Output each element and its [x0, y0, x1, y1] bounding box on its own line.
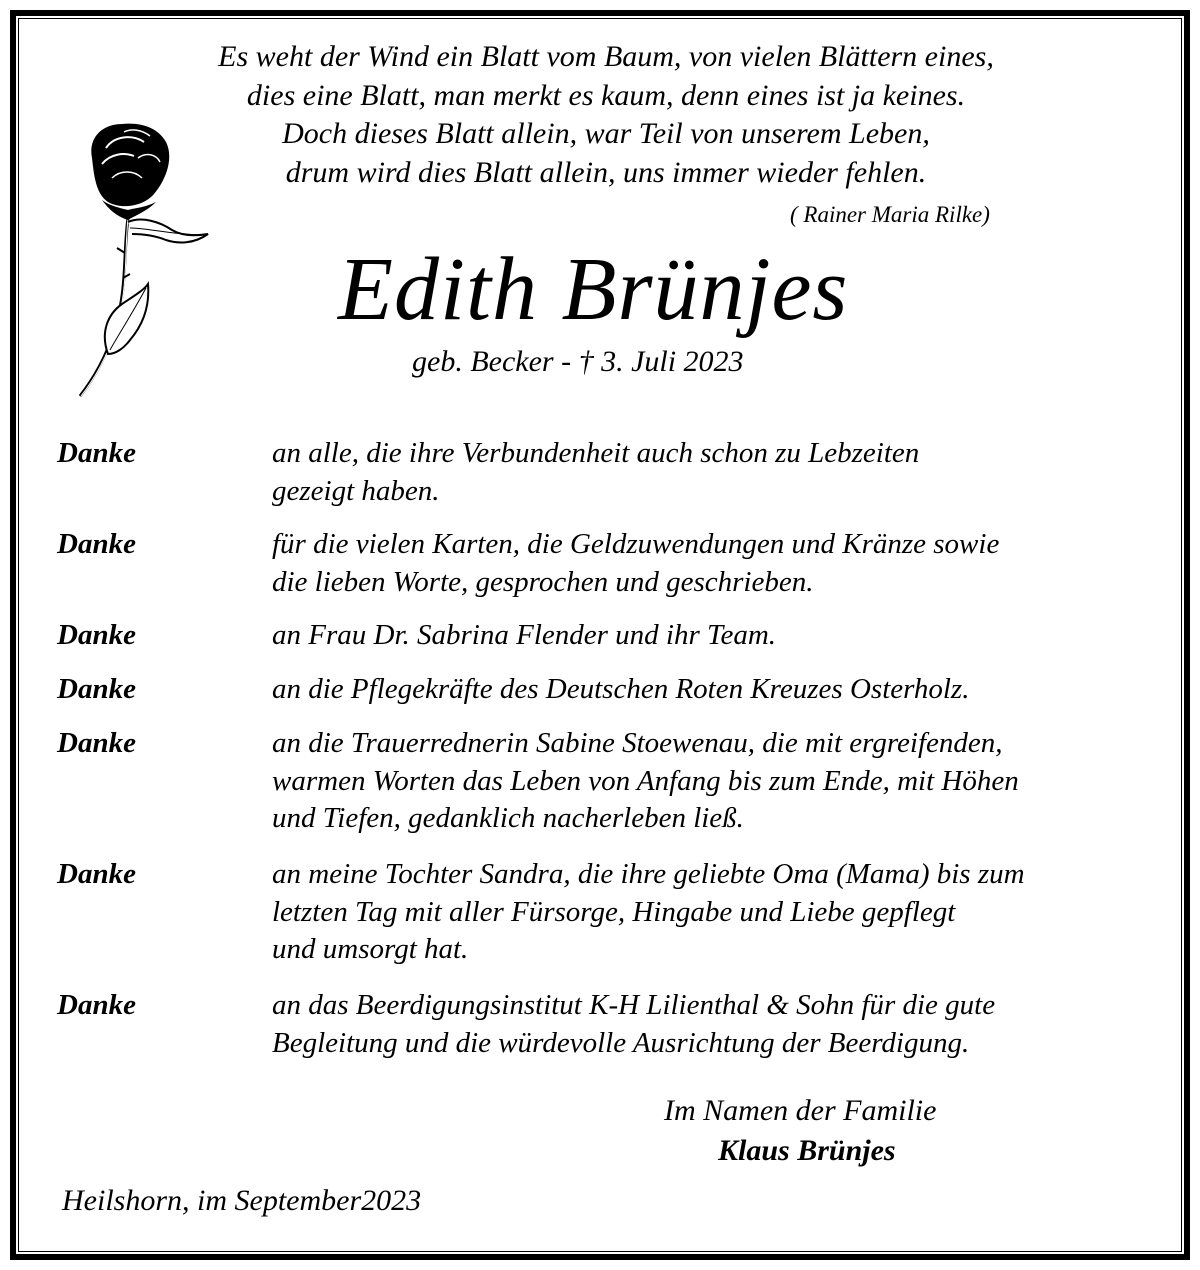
- thanks-line: an die Trauerrednerin Sabine Stoewenau, die mit ergreifenden,: [272, 727, 1003, 759]
- signature-intro: Im Namen der Familie: [664, 1094, 937, 1127]
- poem-line: dies eine Blatt, man merkt es kaum, denn eines ist ja keines.: [246, 78, 966, 112]
- thanks-line: an das Beerdigungsinstitut K-H Lilienthal & Sohn für die gute: [272, 989, 996, 1021]
- poem-line: Doch dieses Blatt allein, war Teil von unserem Leben,: [282, 117, 930, 150]
- thanks-line: und umsorgt hat.: [272, 933, 469, 965]
- thanks-line: an Frau Dr. Sabrina Flender und ihr Team.: [272, 619, 777, 651]
- thanks-line: Begleitung und die würdevolle Ausrichtung der Beerdigung.: [272, 1026, 970, 1059]
- thanks-text: [272, 526, 999, 601]
- thanks-text: [272, 987, 995, 1062]
- poem-line: Es weht der Wind ein Blatt vom Baum, von vielen Blättern eines,: [218, 40, 994, 73]
- thanks-text: [272, 435, 919, 510]
- deceased-name: Edith Brünjes: [338, 240, 849, 339]
- thanks-label: Danke: [57, 528, 136, 560]
- poem: [0, 38, 1200, 192]
- deceased-details: geb. Becker - † 3. Juli 2023: [412, 345, 744, 378]
- thanks-line: die lieben Worte, gesprochen und geschrieben.: [272, 565, 814, 598]
- thanks-text: [272, 617, 776, 655]
- thanks-text: [272, 856, 1025, 969]
- thanks-line: und Tiefen, gedanklich nacherleben ließ.: [272, 802, 744, 834]
- thanks-label: Danke: [57, 437, 136, 469]
- place-date: Heilshorn, im September2023: [62, 1184, 422, 1217]
- thanks-line: an meine Tochter Sandra, die ihre geliebte Oma (Mama) bis zum: [272, 858, 1025, 890]
- thanks-text: [272, 671, 969, 709]
- thanks-line: letzten Tag mit aller Fürsorge, Hingabe und Liebe gepflegt: [272, 895, 956, 928]
- thanks-text: [272, 725, 1019, 838]
- thanks-line: für die vielen Karten, die Geldzuwendungen und Kränze sowie: [272, 528, 1000, 560]
- poem-author: ( Rainer Maria Rilke): [790, 202, 990, 227]
- thanks-label: Danke: [57, 727, 136, 759]
- thanks-label: Danke: [57, 673, 136, 705]
- thanks-label: Danke: [57, 619, 136, 651]
- signature-name: Klaus Brünjes: [718, 1134, 896, 1167]
- thanks-line: warmen Worten das Leben von Anfang bis zum Ende, mit Höhen: [272, 764, 1019, 797]
- thanks-line: an alle, die ihre Verbundenheit auch schon zu Lebzeiten: [272, 437, 920, 469]
- thanks-label: Danke: [57, 858, 136, 890]
- poem-line: drum wird dies Blatt allein, uns immer wieder fehlen.: [285, 155, 927, 189]
- thanks-line: gezeigt haben.: [272, 474, 440, 507]
- thanks-line: an die Pflegekräfte des Deutschen Roten Kreuzes Osterholz.: [272, 673, 970, 705]
- thanks-label: Danke: [57, 989, 136, 1021]
